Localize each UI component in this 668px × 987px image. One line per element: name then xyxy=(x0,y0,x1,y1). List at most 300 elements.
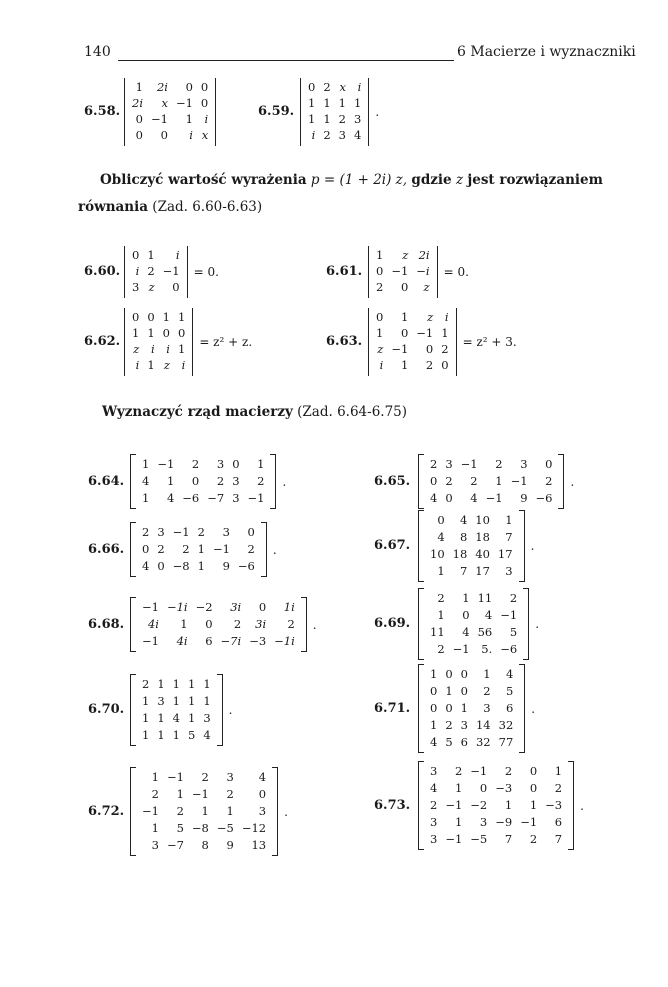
matrix-cell: z xyxy=(427,310,434,325)
matrix-grid xyxy=(426,763,566,848)
matrix-row xyxy=(138,558,259,575)
heading-1-part-a: Obliczyć wartość wyrażenia xyxy=(100,172,307,188)
matrix-cell: 7 xyxy=(504,831,513,846)
matrix-cell: −12 xyxy=(241,820,267,835)
matrix-cell: 3 xyxy=(232,473,240,488)
matrix-cell: −1 xyxy=(460,456,478,471)
matrix-cell: 9 xyxy=(222,558,230,573)
problem-label: 6.64. xyxy=(88,473,125,489)
matrix-cell: 3 xyxy=(157,693,165,708)
problem-label: 6.69. xyxy=(374,616,411,631)
matrix-cell: 1 xyxy=(529,797,538,812)
matrix-cell: i xyxy=(357,80,362,95)
matrix-cell: −1 xyxy=(391,342,409,357)
matrix-cell: 0 xyxy=(205,616,213,631)
matrix-cell: 1 xyxy=(353,96,362,111)
matrix-cell: 2 xyxy=(437,590,445,605)
matrix-cell: −5 xyxy=(216,820,234,835)
matrix-cell: −1 xyxy=(247,490,265,505)
problem-label: 6.63. xyxy=(326,334,363,349)
matrix-cell: 4 xyxy=(437,529,445,544)
matrix-row xyxy=(128,248,184,264)
matrix-cell: 2 xyxy=(201,769,209,784)
matrix-grid xyxy=(138,456,268,507)
matrix-cell: z xyxy=(423,280,430,295)
matrix-cell: 0 xyxy=(430,700,438,715)
heading-2-ref: (Zad. 6.64-6.75) xyxy=(297,404,408,420)
matrix-cell: 5 xyxy=(187,727,196,742)
matrix-cell: 0 xyxy=(177,326,186,341)
matrix-row xyxy=(128,280,184,296)
matrix-cell: −1 xyxy=(142,633,159,648)
matrix-row xyxy=(426,717,517,734)
matrix-row xyxy=(138,710,215,727)
matrix-row xyxy=(128,342,189,358)
matrix-cell: i xyxy=(175,248,180,263)
matrix-cell: i xyxy=(189,128,193,143)
matrix-row xyxy=(426,683,517,700)
matrix-cell: 1 xyxy=(142,693,150,708)
matrix-row xyxy=(138,599,299,616)
matrix-cell: 0 xyxy=(157,558,165,573)
matrix-cell: 4 xyxy=(172,710,180,725)
matrix-cell: 4i xyxy=(147,616,159,631)
matrix-suffix: = z² + 3. xyxy=(462,335,517,349)
matrix-cell: z xyxy=(133,342,140,357)
matrix-cell: −3 xyxy=(545,797,563,812)
problem-label: 6.60. xyxy=(84,264,121,279)
matrix-cell: 0 xyxy=(308,80,316,95)
matrix-cell: 0 xyxy=(135,112,143,127)
matrix-cell: i xyxy=(311,128,316,143)
matrix-cell: 1 xyxy=(376,326,384,341)
matrix-cell: −1 xyxy=(151,112,168,127)
matrix-cell: 13 xyxy=(251,837,267,852)
matrix-cell: 4 xyxy=(203,727,211,742)
matrix-row xyxy=(426,456,556,473)
matrix-cell: 77 xyxy=(498,734,514,749)
matrix-grid xyxy=(426,512,517,580)
matrix-cell: −i xyxy=(416,264,430,279)
matrix-cell: 2 xyxy=(216,473,225,488)
matrix-cell: 0 xyxy=(142,541,150,556)
matrix-suffix: . xyxy=(282,474,287,489)
matrix-cell: x xyxy=(339,80,346,95)
matrix-cell: 0 xyxy=(445,490,453,505)
matrix-cell: −1 xyxy=(175,96,193,111)
matrix-cell: 1 xyxy=(437,607,445,622)
matrix-cell: 4 xyxy=(459,512,468,527)
matrix-cell: 11 xyxy=(477,590,493,605)
problem-label: 6.71. xyxy=(374,700,411,716)
matrix-grid xyxy=(372,310,453,374)
matrix-cell: 3 xyxy=(132,280,140,295)
matrix-row xyxy=(128,112,212,128)
matrix-cell: 1 xyxy=(445,683,453,698)
matrix-cell: 4 xyxy=(258,769,267,784)
page-number: 140 xyxy=(84,44,111,60)
matrix-cell: 0 xyxy=(135,128,143,143)
matrix-cell: 1 xyxy=(203,693,211,708)
matrix-cell: 1 xyxy=(308,96,316,111)
matrix-cell: 1 xyxy=(166,473,175,488)
matrix-row xyxy=(426,512,517,529)
matrix xyxy=(130,674,232,746)
matrix xyxy=(130,767,288,856)
matrix-row xyxy=(426,563,517,580)
matrix-row xyxy=(426,700,517,717)
matrix-cell: 0 xyxy=(545,456,553,471)
matrix-cell: −1 xyxy=(191,786,209,801)
matrix-cell: 0 xyxy=(258,786,267,801)
matrix-cell: 1 xyxy=(157,676,165,691)
matrix-cell: 0 xyxy=(462,607,470,622)
matrix-cell: 2 xyxy=(247,541,255,556)
matrix-cell: 1 xyxy=(147,326,155,341)
matrix-cell: x xyxy=(201,128,209,143)
matrix-cell: 2 xyxy=(470,473,478,488)
matrix-cell: 1 xyxy=(495,473,503,488)
determinant xyxy=(124,308,252,376)
matrix-cell: 0 xyxy=(400,280,409,295)
matrix-cell: 5 xyxy=(445,734,453,749)
matrix-cell: 0 xyxy=(437,512,445,527)
matrix-cell: 1 xyxy=(172,693,180,708)
matrix-cell: 2 xyxy=(323,128,331,143)
matrix-cell: 3 xyxy=(460,717,468,732)
heading-1-part-c: jest rozwiązaniem xyxy=(467,172,603,188)
matrix-cell: i xyxy=(379,358,384,373)
matrix-cell: 0 xyxy=(376,310,384,325)
matrix-cell: 1 xyxy=(400,358,409,373)
matrix-cell: 2 xyxy=(529,831,538,846)
matrix-cell: 1 xyxy=(132,326,140,341)
matrix-row xyxy=(138,786,270,803)
matrix-cell: 1 xyxy=(323,96,331,111)
matrix xyxy=(418,761,584,850)
matrix-grid xyxy=(128,80,212,144)
matrix-cell: 2i xyxy=(418,248,430,263)
problem-label: 6.67. xyxy=(374,538,411,553)
matrix-cell: 2 xyxy=(483,683,491,698)
matrix-row xyxy=(426,734,517,751)
header-rule xyxy=(118,60,454,61)
matrix-row xyxy=(138,490,268,507)
matrix-cell: 2 xyxy=(445,473,453,488)
matrix-cell: 4 xyxy=(505,666,514,681)
matrix-row xyxy=(138,524,259,541)
matrix-cell: 4 xyxy=(470,490,478,505)
matrix-cell: 0 xyxy=(425,342,434,357)
matrix-cell: −6 xyxy=(237,558,255,573)
matrix-cell: 1 xyxy=(460,700,468,715)
matrix-row xyxy=(426,780,566,797)
matrix-cell: 5. xyxy=(481,641,493,656)
matrix-cell: 0 xyxy=(529,780,538,795)
matrix-cell: 40 xyxy=(475,546,490,561)
matrix-cell: 6 xyxy=(505,700,514,715)
problem-label: 6.66. xyxy=(88,541,125,557)
matrix-cell: −1 xyxy=(445,831,463,846)
matrix-cell: 18 xyxy=(452,546,468,561)
matrix-cell: i xyxy=(150,342,155,357)
matrix-row xyxy=(138,676,215,693)
matrix-cell: 4 xyxy=(462,624,470,639)
matrix-cell: 4 xyxy=(430,490,438,505)
matrix-row xyxy=(138,541,259,558)
matrix-cell: 0 xyxy=(185,80,193,95)
determinant xyxy=(124,246,219,298)
matrix-cell: −1 xyxy=(452,641,470,656)
matrix-cell: −1i xyxy=(274,633,295,648)
matrix-cell: 2i xyxy=(156,80,168,95)
matrix-cell: 0 xyxy=(400,326,409,341)
matrix-suffix: . xyxy=(272,542,277,557)
matrix-cell: 1 xyxy=(177,342,186,357)
matrix-cell: 4 xyxy=(166,490,175,505)
matrix-cell: 1 xyxy=(142,710,150,725)
matrix-row xyxy=(426,607,521,624)
matrix-cell: −3 xyxy=(249,633,267,648)
matrix-cell: 0 xyxy=(132,248,140,263)
matrix-cell: 3 xyxy=(226,769,234,784)
matrix-cell: 0 xyxy=(460,666,468,681)
matrix-suffix: . xyxy=(570,474,575,489)
matrix-cell: 6 xyxy=(205,633,213,648)
matrix-row xyxy=(426,831,566,848)
matrix-cell: 2 xyxy=(338,112,346,127)
matrix-cell: 18 xyxy=(475,529,490,544)
matrix-cell: 1 xyxy=(441,326,449,341)
matrix xyxy=(418,510,534,582)
matrix-cell: 11 xyxy=(430,624,445,639)
matrix-cell: 32 xyxy=(498,717,514,732)
matrix-cell: 2 xyxy=(142,524,150,539)
matrix-cell: 4 xyxy=(142,473,150,488)
matrix-cell: 7 xyxy=(505,529,513,544)
matrix-cell: 1 xyxy=(323,112,331,127)
matrix-cell: 0 xyxy=(132,310,140,325)
matrix-cell: 4 xyxy=(353,128,362,143)
matrix-cell: −1 xyxy=(212,541,230,556)
matrix-cell: 1 xyxy=(180,616,188,631)
matrix-cell: 2 xyxy=(454,763,463,778)
matrix-cell: 2 xyxy=(445,717,453,732)
matrix-cell: 1 xyxy=(177,310,186,325)
matrix-cell: 2 xyxy=(495,456,503,471)
matrix-cell: i xyxy=(135,264,140,279)
matrix-cell: 0 xyxy=(258,599,267,614)
matrix-cell: 3 xyxy=(445,456,453,471)
matrix-cell: 0 xyxy=(147,310,155,325)
matrix-row xyxy=(138,456,268,473)
matrix-grid xyxy=(128,310,189,374)
matrix-cell: −1 xyxy=(142,599,159,614)
matrix-cell: 1 xyxy=(197,558,205,573)
matrix-row xyxy=(372,342,453,358)
matrix-row xyxy=(426,490,556,507)
matrix-grid xyxy=(426,666,517,751)
matrix-cell: 2 xyxy=(226,786,234,801)
matrix-row xyxy=(138,616,299,633)
heading-1-var: z xyxy=(455,172,464,188)
matrix-cell: 1 xyxy=(142,456,150,471)
matrix-row xyxy=(304,96,365,112)
matrix-cell: 1 xyxy=(187,676,196,691)
matrix-row xyxy=(138,837,270,854)
matrix-cell: −8 xyxy=(191,820,209,835)
determinant xyxy=(300,78,379,146)
matrix-row xyxy=(128,310,189,326)
heading-1-formula: p = (1 + 2i) z, xyxy=(310,172,408,188)
problem-label: 6.72. xyxy=(88,803,125,819)
matrix-cell: 2 xyxy=(509,590,518,605)
section-heading-2 xyxy=(102,406,407,420)
matrix-row xyxy=(372,358,453,374)
matrix-cell: 7 xyxy=(554,831,563,846)
matrix-row xyxy=(138,769,270,786)
chapter-title: 6 Macierze i wyznaczniki xyxy=(457,44,636,60)
matrix-suffix: = 0. xyxy=(193,265,219,279)
matrix-cell: 1 xyxy=(151,820,159,835)
matrix-cell: 3 xyxy=(353,112,362,127)
matrix-cell: 0 xyxy=(376,264,384,279)
matrix-cell: 0 xyxy=(430,473,438,488)
matrix-row xyxy=(426,763,566,780)
matrix-cell: −2 xyxy=(470,797,488,812)
matrix-cell: 0 xyxy=(430,683,438,698)
matrix-cell: 1 xyxy=(176,786,184,801)
matrix-cell: 5 xyxy=(176,820,184,835)
heading-1-part-d: równania xyxy=(78,199,148,215)
matrix-cell: 0 xyxy=(247,524,255,539)
matrix-cell: 2 xyxy=(437,641,445,656)
problem-label: 6.68. xyxy=(88,616,125,632)
matrix-cell: 2 xyxy=(147,264,155,279)
matrix-cell: 1 xyxy=(172,727,180,742)
matrix-row xyxy=(372,326,453,342)
matrix-row xyxy=(304,128,365,144)
matrix-cell: 8 xyxy=(459,529,468,544)
matrix-cell: −1 xyxy=(470,763,488,778)
matrix-row xyxy=(128,96,212,112)
matrix-row xyxy=(372,248,434,264)
matrix-cell: 4 xyxy=(142,558,150,573)
matrix-suffix: = 0. xyxy=(443,265,469,279)
matrix-cell: −1 xyxy=(510,473,528,488)
matrix-cell: 1 xyxy=(430,666,438,681)
matrix xyxy=(130,522,277,577)
matrix-cell: 1 xyxy=(185,112,193,127)
matrix-cell: 2 xyxy=(430,797,438,812)
matrix-cell: 10 xyxy=(430,546,445,561)
matrix-cell: 3 xyxy=(505,563,513,578)
matrix-cell: 2 xyxy=(504,763,513,778)
matrix-cell: 0 xyxy=(529,763,538,778)
matrix-cell: 17 xyxy=(497,546,513,561)
problem-label: 6.62. xyxy=(84,334,121,349)
matrix-cell: −2 xyxy=(195,599,213,614)
matrix-row xyxy=(426,590,521,607)
matrix-cell: 2 xyxy=(191,456,200,471)
matrix-suffix: . xyxy=(284,804,288,819)
matrix-cell: 1 xyxy=(400,310,409,325)
matrix-cell: 0 xyxy=(200,80,209,95)
matrix-row xyxy=(426,641,521,658)
matrix-cell: 2 xyxy=(176,803,184,818)
matrix xyxy=(130,597,317,652)
matrix-cell: −1 xyxy=(416,326,434,341)
matrix-cell: 1 xyxy=(504,797,513,812)
matrix-cell: 5 xyxy=(509,624,518,639)
matrix-cell: −1i xyxy=(166,599,188,614)
matrix-cell: 1 xyxy=(554,763,563,778)
matrix-cell: 3 xyxy=(222,524,230,539)
matrix-cell: 1 xyxy=(505,512,513,527)
matrix-cell: 1 xyxy=(187,710,196,725)
matrix-cell: z xyxy=(377,342,384,357)
matrix xyxy=(418,454,574,509)
matrix-cell: −7i xyxy=(220,633,242,648)
matrix-cell: 3 xyxy=(479,814,488,829)
matrix-row xyxy=(128,264,184,280)
matrix-cell: 1 xyxy=(338,96,346,111)
matrix-row xyxy=(128,358,189,374)
matrix-cell: 4i xyxy=(176,633,188,648)
matrix-cell: 3 xyxy=(430,831,438,846)
matrix-cell: 4 xyxy=(430,780,438,795)
matrix-row xyxy=(426,624,521,641)
matrix-cell: 1 xyxy=(483,666,491,681)
matrix-cell: 1 xyxy=(147,358,155,373)
matrix-cell: 1 xyxy=(376,248,384,263)
heading-1-part-b: gdzie xyxy=(411,172,452,188)
matrix-cell: −6 xyxy=(500,641,518,656)
matrix-grid xyxy=(138,769,270,854)
matrix-grid xyxy=(426,590,521,658)
matrix-cell: 1 xyxy=(226,803,234,818)
matrix-cell: 1 xyxy=(142,727,150,742)
problem-label: 6.70. xyxy=(88,702,125,717)
matrix-cell: 1 xyxy=(308,112,316,127)
matrix-cell: 0 xyxy=(445,666,453,681)
matrix-grid xyxy=(426,456,556,507)
matrix-row xyxy=(138,803,270,820)
matrix-cell: 3 xyxy=(338,128,346,143)
matrix-cell: 1 xyxy=(203,676,211,691)
matrix-cell: z xyxy=(148,280,155,295)
matrix-cell: −1 xyxy=(162,264,180,279)
matrix-row xyxy=(128,80,212,96)
matrix-cell: 5 xyxy=(505,683,514,698)
matrix-suffix: . xyxy=(375,105,380,119)
matrix-row xyxy=(426,473,556,490)
matrix-cell: 1 xyxy=(172,676,180,691)
matrix-cell: −1 xyxy=(172,524,190,539)
matrix-cell: 2 xyxy=(425,358,434,373)
problem-label: 6.58. xyxy=(84,104,121,119)
matrix-cell: 1i xyxy=(283,599,295,614)
matrix-cell: 1 xyxy=(430,717,438,732)
matrix-row xyxy=(138,633,299,650)
matrix-cell: 4 xyxy=(484,607,493,622)
matrix-row xyxy=(426,546,517,563)
matrix-grid xyxy=(128,248,184,296)
matrix-cell: 2 xyxy=(182,541,190,556)
matrix-cell: 9 xyxy=(520,490,528,505)
matrix-cell: 2 xyxy=(197,524,205,539)
matrix-cell: −1 xyxy=(445,797,463,812)
